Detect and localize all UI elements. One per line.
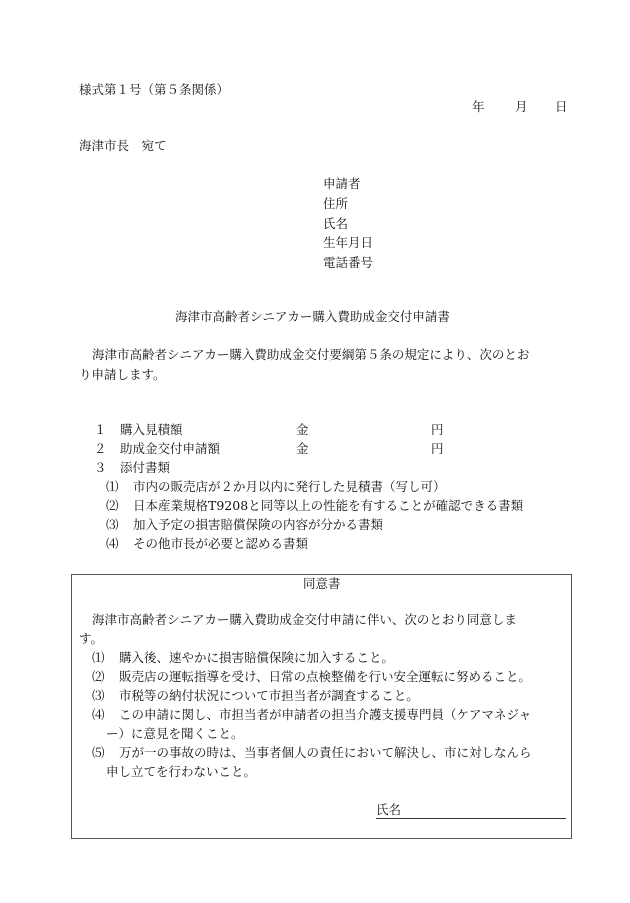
attachment-number: ⑴ xyxy=(106,479,119,494)
consent-item-text: 万が一の事故の時は、当事者個人の責任において解決し、市に対しなんら xyxy=(119,745,532,760)
applicant-name-label: 氏名 xyxy=(323,216,349,231)
date-day-label: 日 xyxy=(555,99,568,114)
attachment-number: ⑷ xyxy=(106,536,119,551)
applicant-phone-label: 電話番号 xyxy=(323,255,374,270)
addressee: 海津市長 宛て xyxy=(79,138,167,153)
consent-item-text-continued: ー）に意見を聞くこと。 xyxy=(106,726,244,741)
form-number: 様式第１号（第５条関係） xyxy=(79,82,230,97)
consent-item-text-continued: 申し立てを行わないこと。 xyxy=(106,764,257,779)
consent-intro-line-2: す。 xyxy=(79,631,104,646)
item-number: ２ xyxy=(94,441,107,456)
attachment-text: 日本産業規格T9208と同等以上の性能を有することが確認できる書類 xyxy=(133,498,524,513)
consent-item-number: ⑶ xyxy=(92,688,105,703)
consent-item-number: ⑷ xyxy=(92,707,105,722)
item-label-estimate: 購入見積額 xyxy=(120,422,183,437)
applicant-label: 申請者 xyxy=(323,176,361,191)
consent-item-text: この申請に関し、市担当者が申請者の担当介護支援専門員（ケアマネジャ xyxy=(119,707,532,722)
consent-item-text: 販売店の運転指導を受け、日常の点検整備を行い安全運転に努めること。 xyxy=(119,669,532,684)
signature-line[interactable] xyxy=(376,818,566,819)
date-month-label: 月 xyxy=(515,99,528,114)
applicant-address-label: 住所 xyxy=(323,196,349,211)
consent-item-number: ⑵ xyxy=(92,669,105,684)
signature-label: 氏名 xyxy=(376,802,402,817)
date-year-label: 年 xyxy=(472,99,485,114)
attachment-number: ⑵ xyxy=(106,498,119,513)
applicant-birthdate-label: 生年月日 xyxy=(323,235,374,250)
item-prefix: 金 xyxy=(296,422,309,437)
consent-item-number: ⑴ xyxy=(92,650,105,665)
consent-item-text: 購入後、速やかに損害賠償保険に加入すること。 xyxy=(119,650,395,665)
document-title: 海津市高齢者シニアカー購入費助成金交付申請書 xyxy=(175,309,450,324)
item-number: ３ xyxy=(94,460,107,475)
attachment-text: 市内の販売店が２か月以内に発行した見積書（写し可） xyxy=(133,479,446,494)
intro-line-1: 海津市高齢者シニアカー購入費助成金交付要綱第５条の規定により、次のとお xyxy=(92,347,530,362)
attachment-number: ⑶ xyxy=(106,517,119,532)
consent-intro-line-1: 海津市高齢者シニアカー購入費助成金交付申請に伴い、次のとおり同意しま xyxy=(92,612,517,627)
consent-title: 同意書 xyxy=(303,576,341,591)
item-unit: 円 xyxy=(431,441,444,456)
intro-line-2: り申請します。 xyxy=(79,367,166,382)
item-label-grant-amount: 助成金交付申請額 xyxy=(120,441,221,456)
consent-item-number: ⑸ xyxy=(92,745,105,760)
item-label-attachments: 添付書類 xyxy=(120,460,171,475)
item-unit: 円 xyxy=(431,422,444,437)
attachment-text: その他市長が必要と認める書類 xyxy=(133,536,309,551)
attachment-text: 加入予定の損害賠償保険の内容が分かる書類 xyxy=(133,517,384,532)
item-prefix: 金 xyxy=(296,441,309,456)
item-number: １ xyxy=(94,422,107,437)
consent-item-text: 市税等の納付状況について市担当者が調査すること。 xyxy=(119,688,419,703)
